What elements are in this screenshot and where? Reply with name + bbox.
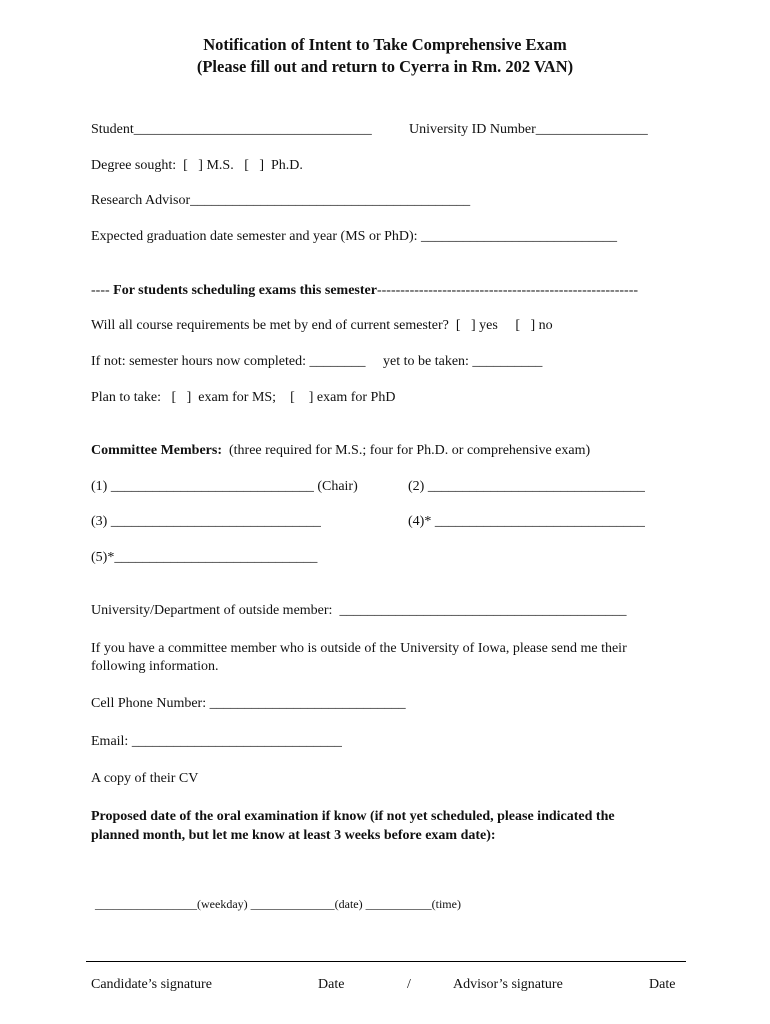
committee-heading (91, 443, 590, 459)
cv-note: A copy of their CV (91, 771, 199, 786)
graduation-date-field[interactable]: Expected graduation date semester and year (MS or PhD): ____________________________ (91, 229, 618, 244)
semester-hours-field[interactable]: If not: semester hours now completed: ________ yet to be taken: __________ (91, 354, 543, 369)
degree-sought-field[interactable]: Degree sought: [ ] M.S. [ ] Ph.D. (91, 158, 303, 173)
candidate-signature-label: Candidate’s signature (91, 977, 212, 992)
outside-department-field[interactable]: University/Department of outside member: _________________________________________ (91, 603, 627, 618)
heading-bold: For students scheduling exams this semester (113, 283, 377, 298)
exam-plan-field[interactable]: Plan to take: [ ] exam for MS; [ ] exam for PhD (91, 390, 396, 405)
scheduling-heading (91, 283, 638, 299)
committee-member-4-field[interactable]: (4)* ______________________________ (408, 514, 645, 529)
advisor-date-label: Date (649, 977, 676, 992)
oral-exam-line-1: Proposed date of the oral examination if know (if not yet scheduled, please indicated the (91, 809, 615, 824)
committee-member-1-field[interactable]: (1) _____________________________ (Chair) (91, 479, 358, 494)
committee-member-2-field[interactable]: (2) _______________________________ (408, 479, 645, 494)
cell-phone-field[interactable]: Cell Phone Number: ____________________________ (91, 696, 406, 711)
research-advisor-field[interactable]: Research Advisor________________________________________ (91, 193, 471, 208)
course-requirements-field[interactable]: Will all course requirements be met by end of current semester? [ ] yes [ ] no (91, 318, 553, 333)
email-field[interactable]: Email: ______________________________ (91, 734, 342, 749)
committee-member-5-field[interactable]: (5)*_____________________________ (91, 550, 318, 565)
heading-suffix: -------------------------------------------------------- (376, 283, 639, 298)
candidate-date-label: Date (318, 977, 345, 992)
heading-prefix: ---- (91, 283, 114, 298)
committee-heading-bold: Committee Members: (91, 443, 222, 458)
oral-exam-date-field[interactable]: _________________(weekday) ______________(date) ___________(time) (95, 897, 461, 911)
outside-info-line-2: following information. (91, 659, 219, 674)
oral-exam-line-2: planned month, but let me know at least 3 weeks before exam date): (91, 828, 496, 843)
advisor-signature-label: Advisor’s signature (453, 977, 563, 992)
signature-line[interactable] (86, 961, 686, 962)
committee-member-3-field[interactable]: (3) ______________________________ (91, 514, 321, 529)
committee-heading-note: (three required for M.S.; four for Ph.D. or comprehensive exam) (222, 443, 591, 458)
student-field[interactable]: Student__________________________________ (91, 122, 372, 137)
form-subtitle: (Please fill out and return to Cyerra in Rm. 202 VAN) (196, 57, 574, 76)
university-id-field[interactable]: University ID Number________________ (409, 122, 648, 137)
signature-separator: / (407, 977, 411, 992)
outside-info-line-1: If you have a committee member who is outside of the University of Iowa, please send me their (91, 641, 627, 656)
form-title: Notification of Intent to Take Comprehensive Exam (203, 35, 567, 54)
